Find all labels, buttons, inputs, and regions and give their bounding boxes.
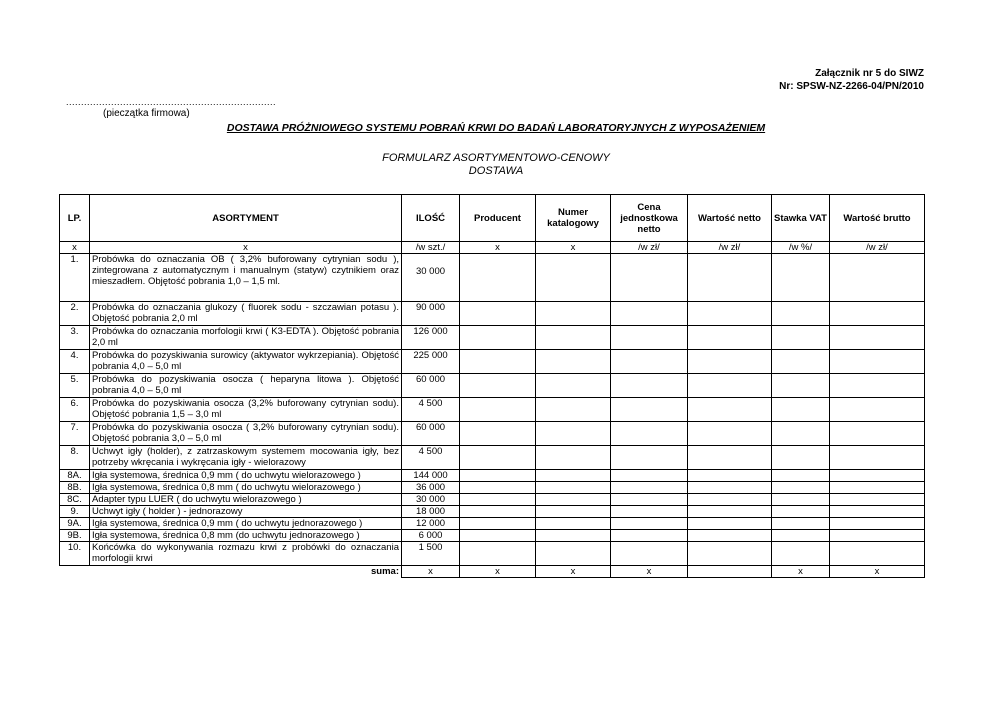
- row-cena-cell[interactable]: [611, 482, 688, 494]
- row-lp: 8C.: [60, 494, 90, 506]
- row-cena-cell[interactable]: [611, 470, 688, 482]
- sum-cell: x: [402, 566, 460, 578]
- col-stawka: Stawka VAT: [772, 195, 830, 242]
- row-cena-cell[interactable]: [611, 518, 688, 530]
- row-cena-cell[interactable]: [611, 530, 688, 542]
- row-stawka-cell[interactable]: [772, 482, 830, 494]
- row-asortyment: Probówka do pozyskiwania surowicy (aktywator wykrzepiania). Objętość pobrania 4,0 – 5,0 ml: [90, 350, 402, 374]
- row-asortyment: Probówka do pozyskiwania osocza (3,2% buforowany cytrynian sodu). Objętość pobrania 1,5 – 3,0 ml: [90, 398, 402, 422]
- row-wartosc-netto-cell[interactable]: [688, 494, 772, 506]
- sum-spacer: [60, 566, 90, 578]
- row-wartosc-brutto-cell[interactable]: [830, 482, 925, 494]
- row-numer-cell[interactable]: [536, 506, 611, 518]
- row-numer-cell[interactable]: [536, 350, 611, 374]
- row-wartosc-brutto-cell[interactable]: [830, 542, 925, 566]
- row-wartosc-netto-cell[interactable]: [688, 422, 772, 446]
- row-producent-cell[interactable]: [460, 326, 536, 350]
- annex-header: [779, 67, 924, 93]
- row-wartosc-netto-cell[interactable]: [688, 350, 772, 374]
- sum-cell: x: [772, 566, 830, 578]
- row-lp: 8.: [60, 446, 90, 470]
- row-ilosc: 144 000: [402, 470, 460, 482]
- row-lp: 5.: [60, 374, 90, 398]
- row-ilosc: 1 500: [402, 542, 460, 566]
- row-asortyment: Igła systemowa, średnica 0,8 mm ( do uchwytu wielorazowego ): [90, 482, 402, 494]
- unit-cell: x: [60, 242, 90, 254]
- row-lp: 9.: [60, 506, 90, 518]
- row-stawka-cell[interactable]: [772, 446, 830, 470]
- row-stawka-cell[interactable]: [772, 542, 830, 566]
- row-producent-cell[interactable]: [460, 254, 536, 302]
- row-asortyment: Probówka do pozyskiwania osocza ( 3,2% buforowany cytrynian sodu). Objętość pobrania 3,0 – 5,0 ml: [90, 422, 402, 446]
- row-stawka-cell[interactable]: [772, 506, 830, 518]
- row-numer-cell[interactable]: [536, 470, 611, 482]
- row-ilosc: 30 000: [402, 494, 460, 506]
- row-producent-cell[interactable]: [460, 530, 536, 542]
- row-numer-cell[interactable]: [536, 494, 611, 506]
- row-stawka-cell[interactable]: [772, 530, 830, 542]
- row-cena-cell[interactable]: [611, 326, 688, 350]
- row-lp: 2.: [60, 302, 90, 326]
- table-row: [60, 530, 925, 542]
- row-ilosc: 60 000: [402, 374, 460, 398]
- row-wartosc-brutto-cell[interactable]: [830, 374, 925, 398]
- row-asortyment: Probówka do oznaczania OB ( 3,2% buforowany cytrynian sodu ), zintegrowana z automatycznym i manualnym (statyw) czytnikiem oraz mieszadłem. Objętość pobrania 1,0 – 1,5 ml.: [90, 254, 402, 302]
- document-title: DOSTAWA PRÓŻNIOWEGO SYSTEMU POBRAŃ KRWI DO BADAŃ LABORATORYJNYCH Z WYPOSAŻENIEM: [226, 122, 766, 134]
- table-row: [60, 470, 925, 482]
- row-ilosc: 36 000: [402, 482, 460, 494]
- unit-cell: x: [536, 242, 611, 254]
- row-wartosc-netto-cell[interactable]: [688, 374, 772, 398]
- sum-cell[interactable]: [688, 566, 772, 578]
- col-wartosc-netto: Wartość netto: [688, 195, 772, 242]
- stamp-placeholder-line: ......................................................................: [66, 97, 277, 107]
- table-row: [60, 302, 925, 326]
- row-cena-cell[interactable]: [611, 374, 688, 398]
- unit-cell: /w zł/: [688, 242, 772, 254]
- row-stawka-cell[interactable]: [772, 326, 830, 350]
- table-row: [60, 518, 925, 530]
- form-name: FORMULARZ ASORTYMENTOWO-CENOWY: [382, 152, 610, 164]
- unit-cell: /w %/: [772, 242, 830, 254]
- row-asortyment: Adapter typu LUER ( do uchwytu wielorazowego ): [90, 494, 402, 506]
- col-wartosc-brutto: Wartość brutto: [830, 195, 925, 242]
- unit-cell: /w szt./: [402, 242, 460, 254]
- col-asortyment: ASORTYMENT: [90, 195, 402, 242]
- row-ilosc: 4 500: [402, 398, 460, 422]
- row-wartosc-brutto-cell[interactable]: [830, 422, 925, 446]
- row-wartosc-netto-cell[interactable]: [688, 446, 772, 470]
- col-cena: Cena jednostkowa netto: [611, 195, 688, 242]
- row-wartosc-brutto-cell[interactable]: [830, 518, 925, 530]
- row-stawka-cell[interactable]: [772, 350, 830, 374]
- table-row: [60, 482, 925, 494]
- col-producent: Producent: [460, 195, 536, 242]
- col-ilosc: ILOŚĆ: [402, 195, 460, 242]
- row-wartosc-netto-cell[interactable]: [688, 530, 772, 542]
- row-producent-cell[interactable]: [460, 506, 536, 518]
- row-producent-cell[interactable]: [460, 482, 536, 494]
- row-stawka-cell[interactable]: [772, 470, 830, 482]
- reference-number: Nr: SPSW-NZ-2266-04/PN/2010: [779, 81, 924, 92]
- row-ilosc: 30 000: [402, 254, 460, 302]
- row-ilosc: 6 000: [402, 530, 460, 542]
- row-wartosc-brutto-cell[interactable]: [830, 494, 925, 506]
- row-wartosc-brutto-cell[interactable]: [830, 530, 925, 542]
- row-wartosc-brutto-cell[interactable]: [830, 254, 925, 302]
- form-subtitle: [0, 152, 992, 178]
- table-row: [60, 446, 925, 470]
- unit-cell: /w zł/: [611, 242, 688, 254]
- sum-cell: x: [460, 566, 536, 578]
- row-numer-cell[interactable]: [536, 446, 611, 470]
- sum-cell: x: [536, 566, 611, 578]
- row-producent-cell[interactable]: [460, 494, 536, 506]
- row-lp: 6.: [60, 398, 90, 422]
- row-numer-cell[interactable]: [536, 542, 611, 566]
- row-cena-cell[interactable]: [611, 254, 688, 302]
- row-wartosc-brutto-cell[interactable]: [830, 326, 925, 350]
- row-cena-cell[interactable]: [611, 542, 688, 566]
- row-lp: 9B.: [60, 530, 90, 542]
- row-numer-cell[interactable]: [536, 374, 611, 398]
- table-row: [60, 494, 925, 506]
- col-lp: LP.: [60, 195, 90, 242]
- row-wartosc-netto-cell[interactable]: [688, 398, 772, 422]
- row-numer-cell[interactable]: [536, 482, 611, 494]
- row-producent-cell[interactable]: [460, 374, 536, 398]
- row-producent-cell[interactable]: [460, 422, 536, 446]
- row-ilosc: 225 000: [402, 350, 460, 374]
- unit-cell: x: [90, 242, 402, 254]
- row-numer-cell[interactable]: [536, 422, 611, 446]
- row-asortyment: Uchwyt igły ( holder ) - jednorazowy: [90, 506, 402, 518]
- table-row: [60, 374, 925, 398]
- sum-cell: x: [611, 566, 688, 578]
- row-wartosc-netto-cell[interactable]: [688, 542, 772, 566]
- row-cena-cell[interactable]: [611, 446, 688, 470]
- stamp-label: (pieczątka firmowa): [103, 108, 190, 119]
- row-stawka-cell[interactable]: [772, 422, 830, 446]
- price-form-table: [59, 194, 925, 578]
- row-producent-cell[interactable]: [460, 518, 536, 530]
- row-numer-cell[interactable]: [536, 398, 611, 422]
- row-asortyment: Probówka do pozyskiwania osocza ( heparyna litowa ). Objętość pobrania 4,0 – 5,0 ml: [90, 374, 402, 398]
- row-ilosc: 12 000: [402, 518, 460, 530]
- row-producent-cell[interactable]: [460, 542, 536, 566]
- row-cena-cell[interactable]: [611, 350, 688, 374]
- row-stawka-cell[interactable]: [772, 518, 830, 530]
- row-asortyment: Probówka do oznaczania morfologii krwi ( K3-EDTA ). Objętość pobrania 2,0 ml: [90, 326, 402, 350]
- row-wartosc-netto-cell[interactable]: [688, 326, 772, 350]
- row-cena-cell[interactable]: [611, 506, 688, 518]
- row-wartosc-netto-cell[interactable]: [688, 506, 772, 518]
- row-asortyment: Uchwyt igły (holder), z zatrzaskowym systemem mocowania igły, bez potrzeby wkręcania i wykręcania igły - wielorazowy: [90, 446, 402, 470]
- row-stawka-cell[interactable]: [772, 374, 830, 398]
- row-numer-cell[interactable]: [536, 254, 611, 302]
- row-asortyment: Probówka do oznaczania glukozy ( fluorek sodu - szczawian potasu ). Objętość pobrania 2,0 ml: [90, 302, 402, 326]
- row-producent-cell[interactable]: [460, 302, 536, 326]
- row-wartosc-brutto-cell[interactable]: [830, 350, 925, 374]
- row-numer-cell[interactable]: [536, 326, 611, 350]
- row-asortyment: Igła systemowa, średnica 0,9 mm ( do uchwytu wielorazowego ): [90, 470, 402, 482]
- row-producent-cell[interactable]: [460, 398, 536, 422]
- units-row: [60, 242, 925, 254]
- row-wartosc-brutto-cell[interactable]: [830, 506, 925, 518]
- row-lp: 8B.: [60, 482, 90, 494]
- unit-cell: x: [460, 242, 536, 254]
- row-wartosc-netto-cell[interactable]: [688, 470, 772, 482]
- row-wartosc-brutto-cell[interactable]: [830, 302, 925, 326]
- row-cena-cell[interactable]: [611, 302, 688, 326]
- table-header-row: [60, 195, 925, 242]
- row-ilosc: 90 000: [402, 302, 460, 326]
- row-wartosc-netto-cell[interactable]: [688, 254, 772, 302]
- row-wartosc-brutto-cell[interactable]: [830, 470, 925, 482]
- row-lp: 8A.: [60, 470, 90, 482]
- sum-cell: x: [830, 566, 925, 578]
- row-asortyment: Igła systemowa, średnica 0,9 mm ( do uchwytu jednorazowego ): [90, 518, 402, 530]
- row-lp: 10.: [60, 542, 90, 566]
- row-wartosc-netto-cell[interactable]: [688, 482, 772, 494]
- row-stawka-cell[interactable]: [772, 254, 830, 302]
- row-cena-cell[interactable]: [611, 398, 688, 422]
- row-lp: 9A.: [60, 518, 90, 530]
- table-body: [60, 242, 925, 578]
- row-ilosc: 126 000: [402, 326, 460, 350]
- row-producent-cell[interactable]: [460, 470, 536, 482]
- table-row: [60, 422, 925, 446]
- table-row: [60, 398, 925, 422]
- row-lp: 1.: [60, 254, 90, 302]
- row-wartosc-brutto-cell[interactable]: [830, 398, 925, 422]
- unit-cell: /w zł/: [830, 242, 925, 254]
- sum-label: suma:: [371, 566, 399, 577]
- row-cena-cell[interactable]: [611, 494, 688, 506]
- row-wartosc-netto-cell[interactable]: [688, 518, 772, 530]
- table-row: [60, 542, 925, 566]
- row-asortyment: Końcówka do wykonywania rozmazu krwi z probówki do oznaczania morfologii krwi: [90, 542, 402, 566]
- row-numer-cell[interactable]: [536, 302, 611, 326]
- row-ilosc: 60 000: [402, 422, 460, 446]
- col-numer: Numer katalogowy: [536, 195, 611, 242]
- form-type: DOSTAWA: [468, 165, 524, 177]
- sum-row: [60, 566, 925, 578]
- table-row: [60, 506, 925, 518]
- row-lp: 7.: [60, 422, 90, 446]
- row-asortyment: Igła systemowa, średnica 0,8 mm (do uchwytu jednorazowego ): [90, 530, 402, 542]
- row-ilosc: 4 500: [402, 446, 460, 470]
- row-cena-cell[interactable]: [611, 422, 688, 446]
- annex-label: Załącznik nr 5 do SIWZ: [815, 68, 924, 79]
- row-wartosc-netto-cell[interactable]: [688, 302, 772, 326]
- row-ilosc: 18 000: [402, 506, 460, 518]
- row-numer-cell[interactable]: [536, 530, 611, 542]
- row-producent-cell[interactable]: [460, 446, 536, 470]
- row-numer-cell[interactable]: [536, 518, 611, 530]
- row-stawka-cell[interactable]: [772, 398, 830, 422]
- row-producent-cell[interactable]: [460, 350, 536, 374]
- row-stawka-cell[interactable]: [772, 494, 830, 506]
- table-row: [60, 350, 925, 374]
- table-row: [60, 254, 925, 302]
- row-stawka-cell[interactable]: [772, 302, 830, 326]
- row-lp: 4.: [60, 350, 90, 374]
- row-lp: 3.: [60, 326, 90, 350]
- table-row: [60, 326, 925, 350]
- row-wartosc-brutto-cell[interactable]: [830, 446, 925, 470]
